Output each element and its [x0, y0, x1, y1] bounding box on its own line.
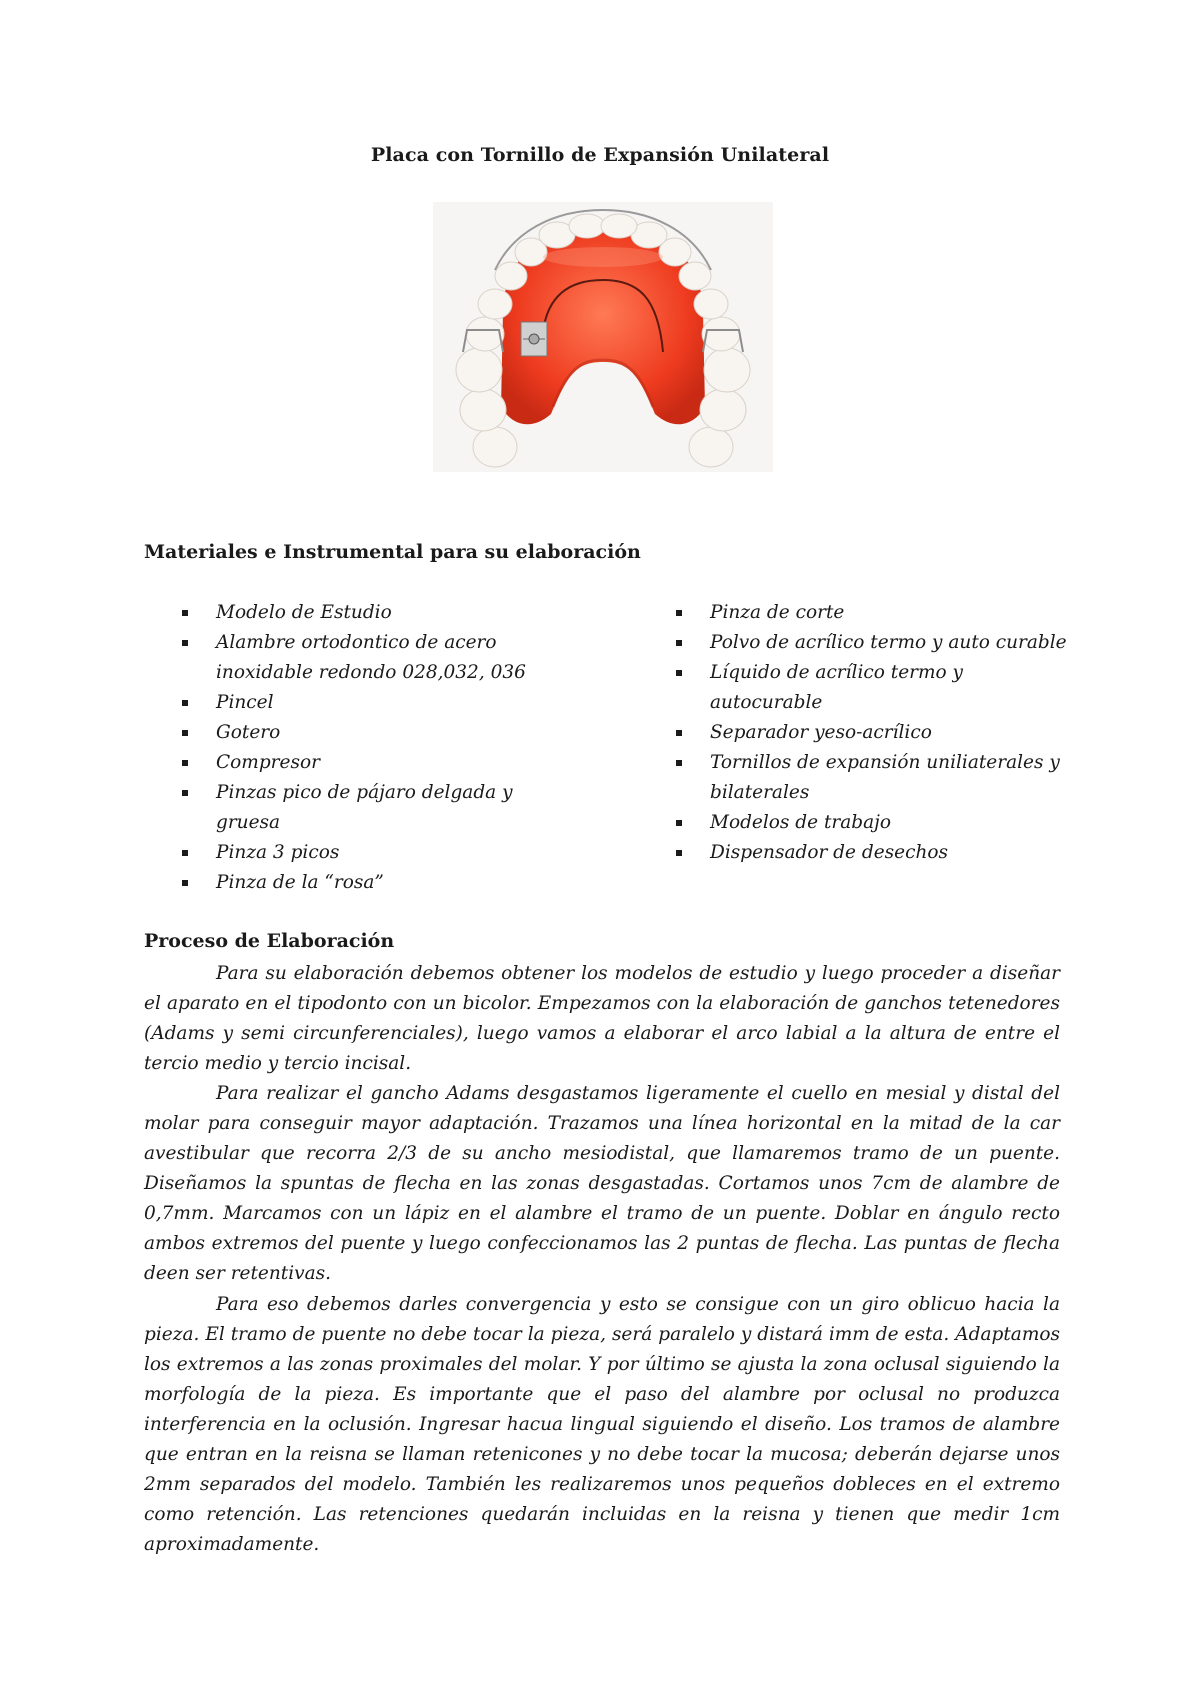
list-item [676, 598, 1076, 628]
list-item [182, 778, 542, 838]
list-item-text: Modelos de trabajo [710, 812, 892, 833]
bullet-icon [182, 760, 188, 766]
bullet-icon [182, 850, 188, 856]
process-paragraph-3 [144, 1290, 1060, 1560]
list-item [676, 718, 1076, 748]
list-item-text: Pinza de corte [710, 602, 845, 623]
list-item [182, 868, 542, 898]
appliance-photo [433, 202, 773, 472]
bullet-icon [676, 730, 682, 736]
bullet-icon [182, 730, 188, 736]
process-heading: Proceso de Elaboración [144, 930, 395, 952]
list-item [676, 808, 1076, 838]
bullet-icon [676, 760, 682, 766]
bullet-icon [182, 700, 188, 706]
list-item-text: Líquido de acrílico termo y autocurable [710, 662, 964, 713]
expansion-plate-illustration [433, 202, 773, 472]
list-item [676, 838, 1076, 868]
list-item-text: Pinzas pico de pájaro delgada y gruesa [216, 782, 513, 833]
document-title: Placa con Tornillo de Expansión Unilateral [370, 144, 830, 166]
bullet-icon [676, 610, 682, 616]
bullet-icon [676, 850, 682, 856]
list-item-text: Dispensador de desechos [710, 842, 948, 863]
list-item-text: Modelo de Estudio [216, 602, 392, 623]
list-item-text: Pinza 3 picos [216, 842, 340, 863]
list-item [182, 838, 542, 868]
list-item [676, 658, 1076, 718]
list-item-text: Separador yeso-acrílico [710, 722, 932, 743]
list-item [676, 628, 1076, 658]
list-item-text: Alambre ortodontico de acero inoxidable redondo 028,032, 036 [216, 632, 526, 683]
list-item [182, 598, 542, 628]
list-item [676, 748, 1076, 808]
list-item-text: Compresor [216, 752, 320, 773]
list-item [182, 688, 542, 718]
bullet-icon [182, 610, 188, 616]
paragraph-text: Para su elaboración debemos obtener los modelos de estudio y luego proceder a diseñar el aparato en el tipodonto con un bicolor. Empezamos con la elaboración de ganchos tetenedores (Adams y semi circunferenciales), luego vamos a elaborar el arco labial a la altura de entre el tercio medio y tercio incisal. [144, 963, 1060, 1074]
materials-list-left [182, 598, 542, 898]
paragraph-text: Para realizar el gancho Adams desgastamos ligeramente el cuello en mesial y distal del molar para conseguir mayor adaptación. Trazamos una línea horizontal en la mitad de la car avestibular que recorra 2/3 de su ancho mesiodistal, que llamaremos tramo de un puente. Diseñamos la spuntas de flecha en las zonas desgastadas. Cortamos unos 7cm de alambre de 0,7mm. Marcamos con un lápiz en el alambre el tramo de un puente. Doblar en ángulo recto ambos extremos del puente y luego confeccionamos las 2 puntas de flecha. Las puntas de flecha deen ser retentivas. [144, 1083, 1060, 1284]
process-paragraph-2 [144, 1079, 1060, 1289]
list-item-text: Tornillos de expansión uniliaterales y bilaterales [710, 752, 1060, 803]
bullet-icon [182, 640, 188, 646]
list-item [182, 748, 542, 778]
bullet-icon [182, 790, 188, 796]
bullet-icon [182, 880, 188, 886]
list-item [182, 628, 542, 688]
paragraph-text: Para eso debemos darles convergencia y esto se consigue con un giro oblicuo hacia la pieza. El tramo de puente no debe tocar la pieza, será paralelo y distará imm de esta. Adaptamos los extremos a las zonas proximales del molar. Y por último se ajusta la zona oclusal siguiendo la morfología de la pieza. Es importante que el paso del alambre por oclusal no produzca interferencia en la oclusión. Ingresar hacua lingual siguiendo el diseño. Los tramos de alambre que entran en la reisna se llaman retenicones y no debe tocar la mucosa; deberán dejarse unos 2mm separados del modelo. También les realizaremos unos pequeños dobleces en el extremo como retención. Las retenciones quedarán incluidas en la reisna y tienen que medir 1cm aproximadamente. [144, 1294, 1060, 1555]
bullet-icon [676, 640, 682, 646]
list-item-text: Gotero [216, 722, 281, 743]
materials-heading: Materiales e Instrumental para su elaboración [144, 541, 641, 563]
list-item-text: Pincel [216, 692, 274, 713]
list-item-text: Polvo de acrílico termo y auto curable [710, 632, 1067, 653]
list-item [182, 718, 542, 748]
bullet-icon [676, 670, 682, 676]
materials-list-right [676, 598, 1076, 868]
process-paragraph-1 [144, 959, 1060, 1079]
list-item-text: Pinza de la “rosa” [216, 872, 384, 893]
bullet-icon [676, 820, 682, 826]
